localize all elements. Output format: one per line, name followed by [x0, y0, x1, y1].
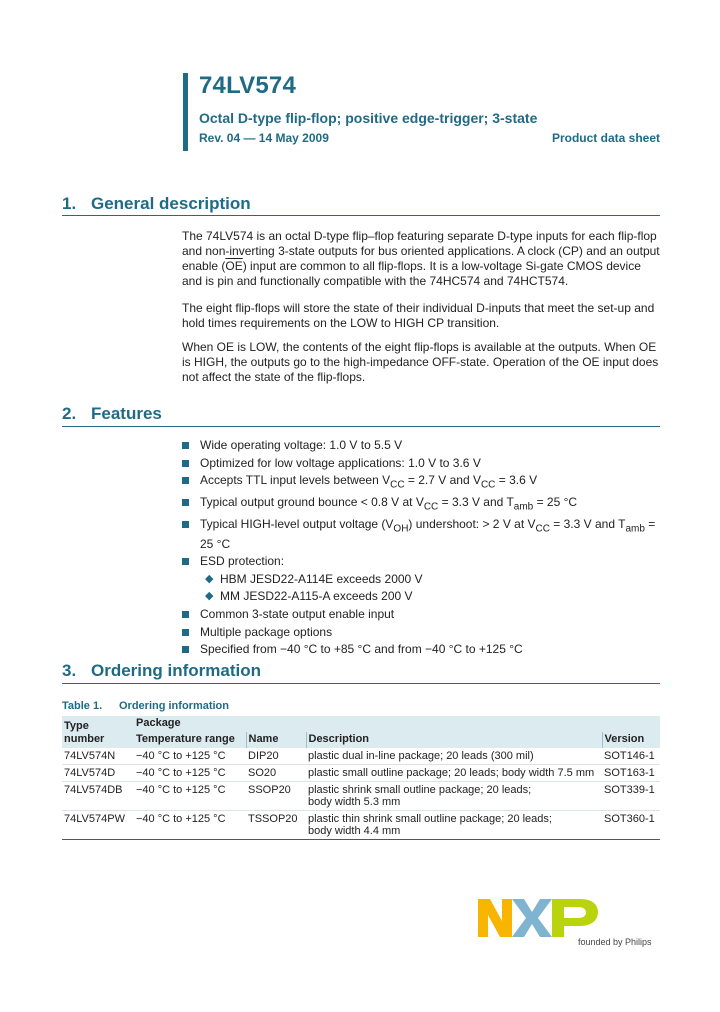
feature-text: = 3.3 V and T: [438, 495, 514, 510]
table-subheader-row: [62, 732, 660, 748]
description-line: plastic dual in-line package; 20 leads (300 mil): [308, 750, 534, 762]
table-row: [62, 782, 660, 811]
table-title: Ordering information: [119, 700, 229, 712]
feature-text: = 2.7 V and V: [404, 473, 481, 488]
cell-description: [306, 765, 602, 782]
logo-letter-n: [478, 899, 512, 937]
section-rule: [62, 215, 660, 216]
description-line: plastic thin shrink small outline package; 20 leads;: [308, 813, 552, 825]
feature-text: MM JESD22-A115-A exceeds 200 V: [220, 589, 413, 604]
feature-text: Specified from −40 °C to +85 °C and from −40 °C to +125 °C: [200, 642, 523, 657]
header-type-number: Type number: [62, 716, 134, 748]
section-heading-ordering-information: [62, 661, 261, 681]
cell-temp: −40 °C to +125 °C: [134, 811, 246, 840]
ordering-table: [62, 716, 660, 840]
feature-item: [182, 456, 660, 471]
cell-name: SSOP20: [246, 782, 306, 811]
square-bullet-icon: [182, 477, 189, 484]
section-number: 3.: [62, 661, 77, 680]
section-title: Ordering information: [91, 661, 261, 680]
header-description: Description: [306, 732, 602, 748]
square-bullet-icon: [182, 499, 189, 506]
subscript: CC: [535, 523, 550, 535]
description-line: body width 5.3 mm: [308, 796, 401, 808]
cell-version: SOT163-1: [602, 765, 660, 782]
document-subtitle: Octal D-type flip-flop; positive edge-trigger; 3-state: [199, 110, 538, 126]
cell-name: DIP20: [246, 748, 306, 765]
cell-description: [306, 782, 602, 811]
feature-item: [182, 495, 660, 514]
diamond-bullet-icon: ◆: [205, 590, 214, 603]
subscript: CC: [390, 479, 405, 491]
section-title: Features: [91, 404, 162, 423]
header-package: Package: [134, 716, 660, 732]
feature-text: HBM JESD22-A114E exceeds 2000 V: [220, 571, 423, 586]
feature-item: [182, 517, 660, 551]
revision-info: Rev. 04 — 14 May 2009: [199, 131, 329, 145]
feature-subitem: [182, 572, 660, 587]
square-bullet-icon: [182, 629, 189, 636]
feature-text: ESD protection:: [200, 554, 285, 569]
logo-tagline: founded by Philips: [578, 937, 652, 947]
table-row: [62, 748, 660, 765]
header-accent-bar: [183, 73, 188, 151]
subscript: OH: [393, 523, 409, 535]
header-version: Version: [602, 732, 660, 748]
logo-letter-p: [552, 899, 598, 937]
feature-text: Optimized for low voltage applications: 1.0 V to 3.6 V: [200, 455, 481, 470]
header-name: Name: [246, 732, 306, 748]
feature-text: Common 3-state output enable input: [200, 606, 395, 621]
section-heading-features: [62, 404, 162, 424]
cell-description: [306, 748, 602, 765]
features-list: [182, 438, 660, 660]
feature-item: [182, 642, 660, 657]
subscript: amb: [625, 523, 645, 535]
square-bullet-icon: [182, 611, 189, 618]
feature-item: [182, 438, 660, 453]
section-heading-general-description: [62, 194, 251, 214]
table-label: Table 1.: [62, 700, 103, 712]
cell-temp: −40 °C to +125 °C: [134, 765, 246, 782]
general-description-paragraph-2: The eight flip-flops will store the state of their individual D-inputs that meet the set-up and hold times requirements on the LOW to HIGH CP transition.: [182, 301, 655, 330]
logo-letter-x: [512, 899, 552, 937]
cell-type: 74LV574DB: [62, 782, 134, 811]
document-title: 74LV574: [199, 72, 297, 99]
text-run: ) input are common to all flip-flops. It is a low-voltage Si-gate CMOS device and is pin and functionally compatible with the 74HC574 and 74HCT574.: [182, 259, 641, 288]
feature-item: [182, 473, 660, 492]
cell-name: SO20: [246, 765, 306, 782]
square-bullet-icon: [182, 521, 189, 528]
section-rule: [62, 426, 660, 427]
square-bullet-icon: [182, 646, 189, 653]
cell-temp: −40 °C to +125 °C: [134, 782, 246, 811]
diamond-bullet-icon: ◆: [205, 572, 214, 585]
feature-text: = 25 °C: [200, 517, 656, 551]
feature-item: [182, 554, 660, 569]
general-description-paragraph-1: [182, 229, 660, 289]
subscript: CC: [423, 501, 439, 513]
cell-type: 74LV574D: [62, 765, 134, 782]
feature-text: Multiple package options: [200, 624, 333, 639]
table-header-row: [62, 716, 660, 732]
subscript: CC: [480, 479, 496, 491]
cell-version: SOT146-1: [602, 748, 660, 765]
table-row: [62, 765, 660, 782]
description-line: body width 4.4 mm: [308, 825, 401, 837]
section-rule: [62, 683, 660, 684]
feature-text: Typical output ground bounce < 0.8 V at V: [200, 495, 424, 510]
square-bullet-icon: [182, 558, 189, 565]
feature-item: [182, 625, 660, 640]
feature-subitem: [182, 589, 660, 604]
cell-description: [306, 811, 602, 840]
feature-item: [182, 607, 660, 622]
cell-temp: −40 °C to +125 °C: [134, 748, 246, 765]
text-run: The 74LV574 is an octal D-type flip–flop featuring separate D-type inputs for each flip-flop and non-inverting 3-state outputs for bus oriented applications. A clock (CP) and an output enable (: [182, 229, 660, 273]
feature-text: Typical HIGH-level output voltage (V: [200, 517, 394, 532]
table-caption: [62, 700, 229, 712]
feature-text: = 3.3 V and T: [549, 517, 626, 532]
square-bullet-icon: [182, 442, 189, 449]
oe-overline-text: $\overline{OE}$: [225, 259, 243, 273]
description-line: plastic small outline package; 20 leads; body width 7.5 mm: [308, 767, 595, 779]
section-number: 2.: [62, 404, 77, 423]
cell-version: SOT360-1: [602, 811, 660, 840]
header-temperature-range: Temperature range: [134, 732, 246, 748]
table-row: [62, 811, 660, 840]
cell-version: SOT339-1: [602, 782, 660, 811]
feature-text: = 25 °C: [533, 495, 578, 510]
cell-type: 74LV574N: [62, 748, 134, 765]
feature-text: Wide operating voltage: 1.0 V to 5.5 V: [200, 438, 403, 452]
nxp-logo: [476, 897, 616, 939]
cell-type: 74LV574PW: [62, 811, 134, 840]
subscript: amb: [513, 501, 534, 513]
square-bullet-icon: [182, 460, 189, 467]
section-title: General description: [91, 194, 251, 213]
feature-text: ) undershoot: > 2 V at V: [408, 517, 536, 532]
document-type: Product data sheet: [551, 131, 660, 145]
cell-name: TSSOP20: [246, 811, 306, 840]
section-number: 1.: [62, 194, 77, 213]
feature-text: = 3.6 V: [495, 473, 538, 488]
description-line: plastic shrink small outline package; 20 leads;: [308, 784, 532, 796]
feature-text: Accepts TTL input levels between V: [200, 473, 391, 488]
general-description-paragraph-3: When OE is LOW, the contents of the eight flip-flops is available at the outputs. When OE is HIGH, the outputs go to the high-impedance OFF-state. Operation of the OE input does not affect the state of the flip-flops.: [182, 340, 659, 384]
